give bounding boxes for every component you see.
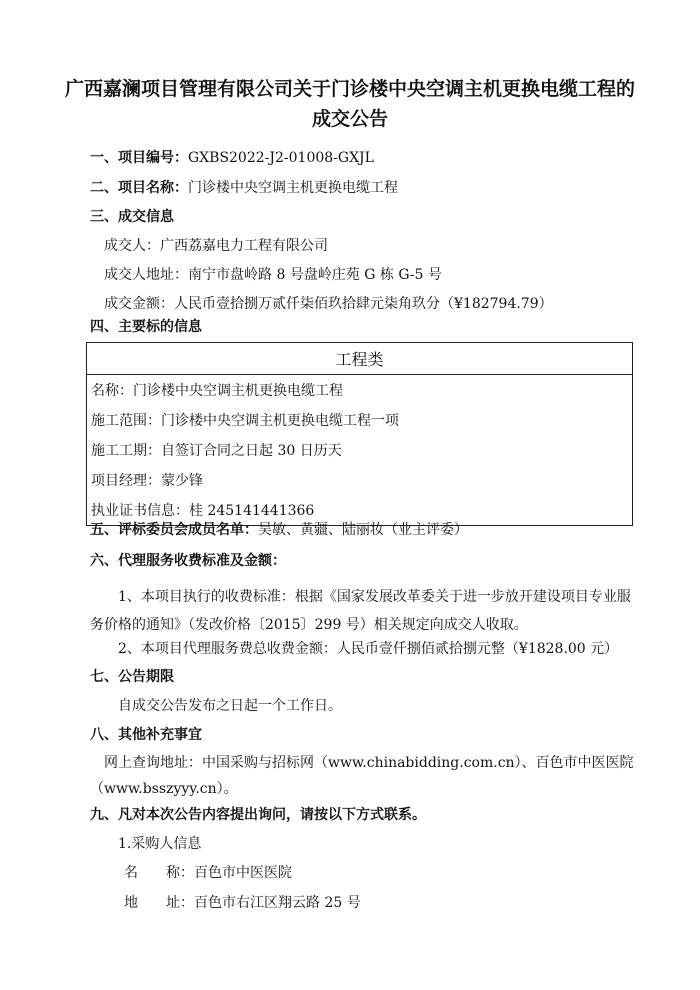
deal-amount xyxy=(104,294,553,314)
title-line-1: 广西嘉澜项目管理有限公司关于门诊楼中央空调主机更换电缆工程的 xyxy=(64,78,635,100)
deal-amount-value: 人民币壹拾捌万贰仟柒佰玖拾肆元柒角玖分（¥182794.79） xyxy=(174,296,553,312)
purchaser-address-label: 地 址： xyxy=(124,895,194,911)
purchaser-name-value: 百色市中医医院 xyxy=(194,865,292,881)
project-number-value: GXBS2022-J2-01008-GXJL xyxy=(188,150,374,166)
table-cell-manager: 项目经理：蒙少锋 xyxy=(87,465,633,495)
committee-value: 吴敏、黄疆、陆丽妆（业主评委） xyxy=(258,522,468,538)
winner-address-label: 成交人地址： xyxy=(104,267,188,283)
fee-amount-paragraph: 2、本项目代理服务费总收费金额：人民币壹仟捌佰贰拾捌元整（¥1828.00 元） xyxy=(118,641,619,657)
table-row xyxy=(87,435,633,465)
table-cell-certificate: 执业证书信息：桂 245141441366 xyxy=(87,495,633,526)
project-name-value: 门诊楼中央空调主机更换电缆工程 xyxy=(188,180,398,196)
section-agency-fee: 六、代理服务收费标准及金额： xyxy=(90,553,286,569)
purchaser-name xyxy=(124,863,292,883)
committee-label: 五、评标委员会成员名单： xyxy=(90,522,258,538)
winner-value: 广西荔嘉电力工程有限公司 xyxy=(160,238,328,254)
purchaser-name-label: 名 称： xyxy=(124,865,194,881)
notice-period-text: 自成交公告发布之日起一个工作日。 xyxy=(118,698,342,714)
winner-label: 成交人： xyxy=(104,238,160,254)
table-row xyxy=(87,405,633,435)
table-cell-scope: 施工范围：门诊楼中央空调主机更换电缆工程一项 xyxy=(87,405,633,435)
purchaser-address-value: 百色市右江区翔云路 25 号 xyxy=(194,895,361,911)
purchaser-info-title: 1.采购人信息 xyxy=(118,836,202,852)
subject-info-table xyxy=(86,342,633,526)
section-deal-info: 三、成交信息 xyxy=(90,209,174,225)
title-line-2: 成交公告 xyxy=(311,108,388,130)
table-row xyxy=(87,465,633,495)
query-address-paragraph: 网上查询地址：中国采购与招标网（www.chinabidding.com.cn）、百色市中医医院（www.bsszyyy.cn）。 xyxy=(90,755,634,797)
project-number xyxy=(90,148,374,168)
section-contact: 九、凡对本次公告内容提出询问，请按以下方式联系。 xyxy=(90,807,426,823)
table-header-cell: 工程类 xyxy=(87,343,633,375)
project-name-label: 二、项目名称： xyxy=(90,180,188,196)
winner xyxy=(104,236,328,256)
section-main-subject: 四、主要标的信息 xyxy=(90,319,202,335)
table-cell-duration: 施工工期：自签订合同之日起 30 日历天 xyxy=(87,435,633,465)
section-notice-period: 七、公告期限 xyxy=(90,669,174,685)
section-other-matters: 八、其他补充事宜 xyxy=(90,727,202,743)
table-row xyxy=(87,375,633,406)
committee-members xyxy=(90,520,468,540)
deal-amount-label: 成交金额： xyxy=(104,296,174,312)
winner-address-value: 南宁市盘岭路 8 号盘岭庄苑 G 栋 G-5 号 xyxy=(188,267,442,283)
table-header-row xyxy=(87,343,633,375)
project-number-label: 一、项目编号： xyxy=(90,150,188,166)
purchaser-address xyxy=(124,893,361,913)
table-cell-name: 名称：门诊楼中央空调主机更换电缆工程 xyxy=(87,375,633,406)
document-title xyxy=(40,74,660,134)
fee-standard-paragraph: 1、本项目执行的收费标准：根据《国家发展改革委关于进一步放开建设项目专业服务价格的通知》（发改价格〔2015〕299 号）相关规定向成交人收取。 xyxy=(90,589,631,633)
winner-address xyxy=(104,265,442,285)
project-name xyxy=(90,178,398,198)
